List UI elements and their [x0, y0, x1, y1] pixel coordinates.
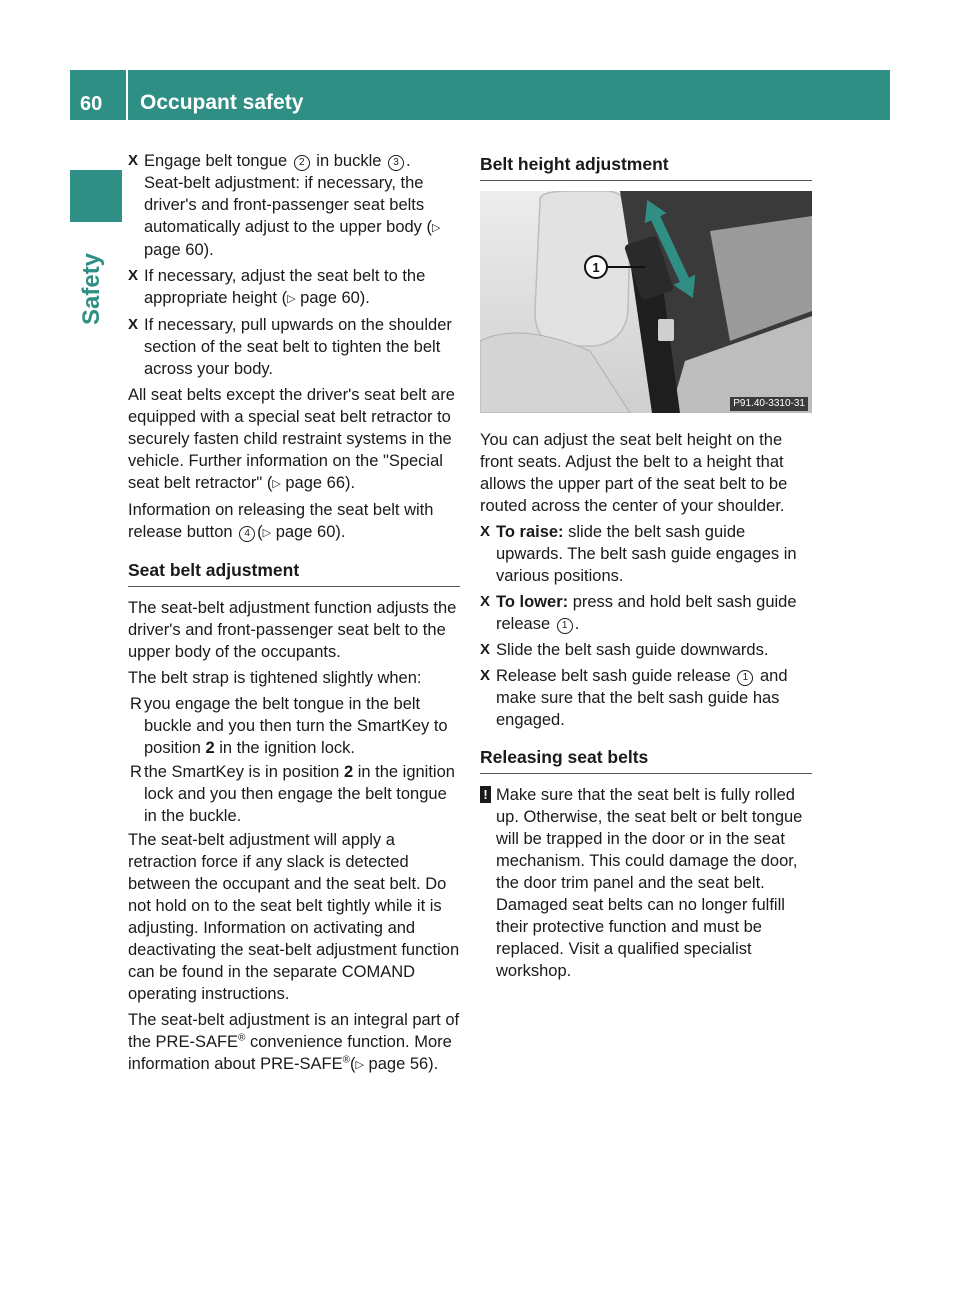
page-reference[interactable]: page 60). [295, 289, 370, 307]
warning-icon: ! [480, 786, 491, 803]
paragraph-text: ( [257, 523, 263, 541]
page-reference[interactable]: page 60). [144, 241, 214, 259]
right-column [480, 150, 812, 982]
bullet-text: the SmartKey is in position [144, 763, 344, 781]
page-ref-triangle-icon: ▷ [355, 1059, 364, 1071]
step-text: slide the belt sash guide upwards. The belt sash guide engages in various positions. [496, 523, 797, 585]
step-text: Engage belt tongue [144, 152, 292, 170]
callout-number-icon: 4 [239, 526, 255, 542]
paragraph: The seat-belt adjustment will apply a retraction force if any slack is detected between the occupant and the seat belt. Do not hold on to the seat belt tightly while it is adjusting. Information on activating and deactivating the seat-belt adjustment function can be found in the separate COMAND operating instructions. [128, 831, 460, 1003]
step-bold: To lower: [496, 593, 569, 611]
page-title: Occupant safety [140, 91, 304, 114]
page-reference[interactable]: page 60). [271, 523, 346, 541]
figure-code: P91.40-3310-31 [730, 397, 808, 411]
step-arrow-icon: X [480, 641, 491, 658]
warning-note [480, 784, 812, 982]
side-tab-label: Safety [78, 252, 105, 325]
page-reference[interactable]: page 66). [280, 474, 356, 492]
callout-number-icon: 2 [294, 155, 310, 171]
bullet-item [128, 761, 460, 827]
instruction-step [480, 521, 812, 587]
bullet-text: in the ignition lock. [214, 739, 355, 757]
header-divider [126, 70, 128, 120]
step-text: . [406, 152, 411, 170]
section-heading: Belt height adjustment [480, 152, 812, 181]
bullet-bold: 2 [343, 763, 354, 781]
step-detail: Seat-belt adjustment: if necessary, the driver's and front-passenger seat belts automatically adjust to the upper body ( [144, 174, 433, 236]
page-reference[interactable]: page 56). [363, 1055, 439, 1073]
page-ref-triangle-icon: ▷ [262, 527, 272, 539]
bullet-text: you engage the belt tongue in the belt buckle and you then turn the SmartKey to position [144, 695, 448, 757]
paragraph: The seat-belt adjustment function adjusts the driver's and front-passenger seat belt to the upper body of the occupants. [128, 599, 457, 661]
page-ref-triangle-icon: ▷ [272, 478, 281, 490]
step-text: and make sure that the belt sash guide has engaged. [496, 667, 788, 729]
warning-text: Make sure that the seat belt is fully rolled up. Otherwise, the seat belt or belt tongue will be trapped in the door or in the seat mechanism. This could damage the door, the door trim panel and the seat belt. Damaged seat belts can no longer fulfill their protective function and must be replaced. Visit a qualified specialist workshop. [496, 786, 803, 980]
paragraph [128, 499, 460, 544]
seat-belt-illustration [480, 191, 812, 413]
instruction-step [128, 265, 460, 310]
step-arrow-icon: X [128, 152, 139, 169]
instruction-step [128, 314, 460, 380]
step-text: in buckle [311, 152, 387, 170]
step-text: If necessary, pull upwards on the shoulder section of the seat belt to tighten the belt across your body. [144, 316, 452, 378]
instruction-step [480, 639, 812, 661]
instruction-step [480, 591, 812, 635]
bullet-item [128, 693, 460, 759]
step-arrow-icon: X [480, 523, 491, 540]
step-bold: To raise: [496, 523, 564, 541]
step-arrow-icon: X [480, 593, 491, 610]
paragraph: The belt strap is tightened slightly when: [128, 669, 422, 687]
callout-number-icon: 1 [737, 670, 753, 686]
paragraph: You can adjust the seat belt height on the front seats. Adjust the belt to a height that allows the upper part of the seat belt to be routed across the center of your shoulder. [480, 431, 788, 515]
page-number: 60 [80, 93, 103, 115]
instruction-step [480, 665, 812, 731]
paragraph-text: The seat-belt adjustment is an integral part of the PRE-SAFE [128, 1011, 460, 1051]
callout-number-icon: 3 [388, 155, 404, 171]
step-text: press and hold belt sash guide release [496, 593, 797, 633]
page-ref-triangle-icon: ▷ [287, 293, 296, 305]
paragraph-text: Information on releasing the seat belt with release button [128, 501, 434, 541]
instruction-step [128, 150, 460, 261]
step-arrow-icon: X [128, 267, 139, 284]
side-tab-marker [70, 170, 122, 222]
step-text: Release belt sash guide release [496, 667, 736, 685]
bullet-icon: R [130, 763, 142, 781]
left-column [128, 150, 460, 1080]
paragraph-text: convenience function. More information about PRE-SAFE [128, 1033, 452, 1073]
figure-callout: 1 [592, 260, 600, 275]
step-text: Slide the belt sash guide downwards. [496, 641, 769, 659]
section-heading: Seat belt adjustment [128, 558, 460, 587]
step-text: If necessary, adjust the seat belt to the appropriate height ( [144, 267, 426, 307]
bullet-icon: R [130, 695, 142, 713]
bullet-bold: 2 [205, 739, 215, 757]
paragraph [128, 1009, 460, 1076]
paragraph-text: All seat belts except the driver's seat belt are equipped with a special seat belt retractor to securely fasten child restraint systems in the vehicle. Further information on the "Special seat belt retractor" ( [128, 386, 455, 492]
step-text: . [574, 615, 580, 633]
callout-number-icon: 1 [557, 618, 573, 634]
step-arrow-icon: X [128, 316, 139, 333]
section-heading: Releasing seat belts [480, 745, 812, 774]
registered-mark: ® [238, 1032, 246, 1044]
bullet-text: in the ignition lock and you then engage the belt tongue in the buckle. [144, 763, 455, 825]
paragraph [128, 384, 460, 495]
page-ref-triangle-icon: ▷ [432, 222, 441, 234]
paragraph-text: ( [349, 1055, 356, 1073]
step-arrow-icon: X [480, 667, 491, 684]
registered-mark: ® [342, 1054, 350, 1066]
belt-height-figure [480, 191, 812, 413]
